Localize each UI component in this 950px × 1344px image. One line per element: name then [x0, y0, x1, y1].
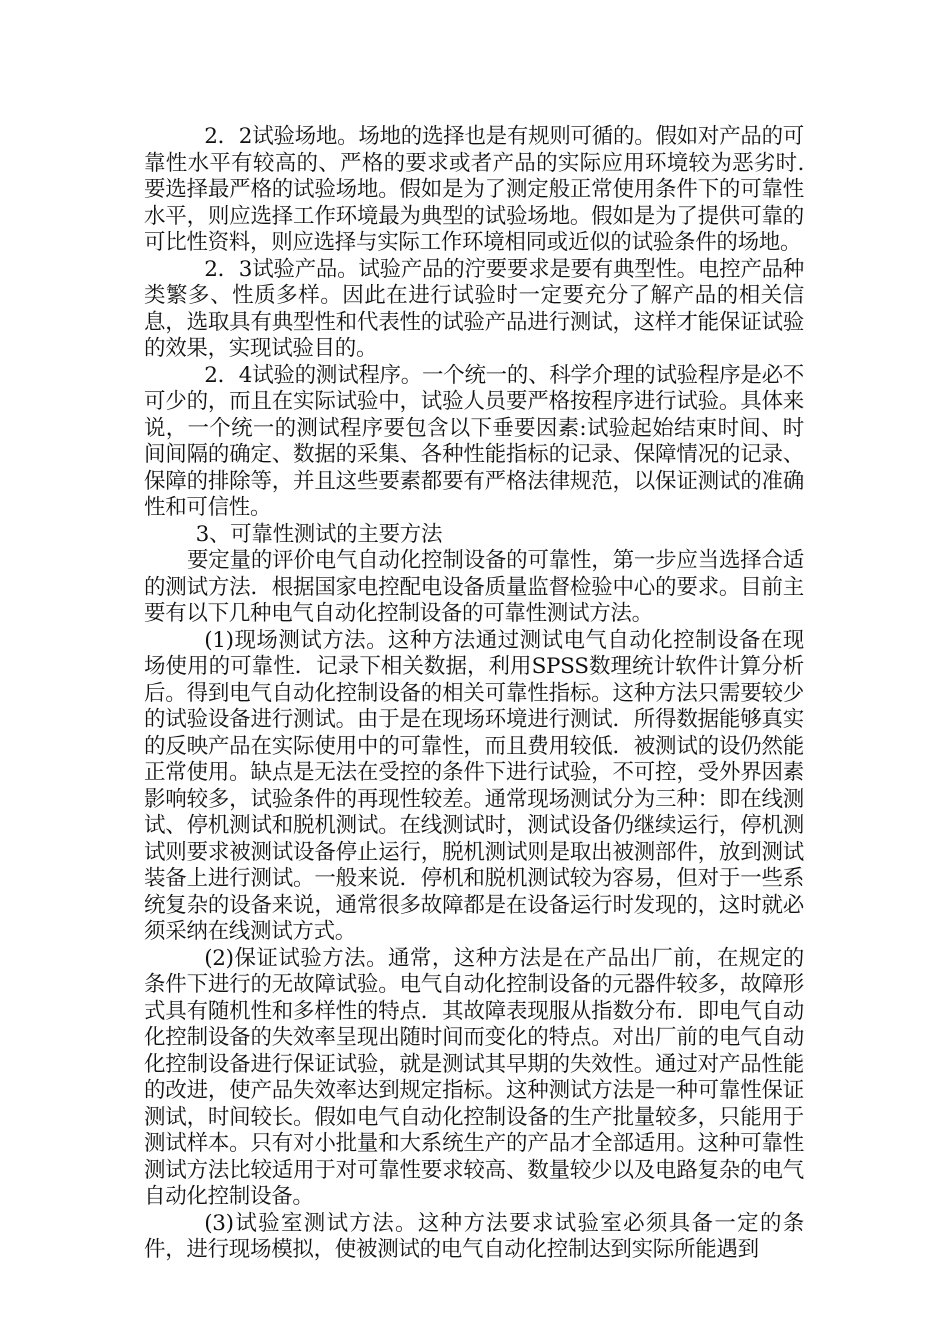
paragraph-lab-test-method: (3)试验室测试方法。这种方法要求试验室必须具备一定的条件，进行现场模拟，使被测试的电气自动化控制达到实际所能遇到: [144, 1210, 804, 1262]
paragraph-2-4-test-procedure: 2．4试验的测试程序。一个统一的、科学介理的试验程序是必不可少的，而且在实际试验中，试验人员要严格按程序进行试验。具体来说，一个统一的测试程序要包含以下垂要因素:试验起始结束时间、时间间隔的确定、数据的采集、各种性能指标的记录、保障情况的记录、保障的排除等，并且这些要素都要有严格法律规范，以保证测试的准确性和可信性。: [144, 362, 804, 520]
section-heading-3: 3、可靠性测试的主要方法: [195, 521, 443, 547]
paragraph-2-3-test-product: 2．3试验产品。试验产品的泞要要求是要有典型性。电控产品种类繁多、性质多样。因此在进行试验时一定要充分了解产品的相关信息，选取具有典型性和代表性的试验产品进行测试，这样才能保证试验的效果，实现试验目的。: [144, 256, 804, 361]
document-page: [144, 124, 804, 1264]
paragraph-field-test-method: (1)现场测试方法。这种方法通过测试电气自动化控制设备在现场使用的可靠性．记录下相关数据，利用SPSS数理统计软件计算分析后。得到电气自动化控制设备的相关可靠性指标。这种方法只需要较少的试验设备进行测试。由于是在现场环境进行测试．所得数据能够真实的反映产品在实际使用中的可靠性，而且费用较低．被测试的设仍然能正常使用。缺点是无法在受控的条件下进行试验，不可控，受外界因素影响较多，试验条件的再现性较差。通常现场测试分为三种：即在线测试、停机测试和脱机测试。在线测试时，测试设备仍继续运行，停机测试则要求被测试设备停止运行，脱机测试则是取出被测部件，放到测试装备上进行测试。一般来说．停机和脱机测试较为容易，但对于一些系统复杂的设备来说，通常很多故障都是在设备运行时发现的，这时就必须采纳在线测试方式。: [144, 627, 804, 944]
paragraph-methods-intro: 要定量的评价电气自动化控制设备的可靠性，第一步应当选择合适的测试方法．根据国家电控配电设备质量监督检验中心的要求。目前主要有以下几种电气自动化控制设备的可靠性测试方法。: [144, 548, 804, 626]
paragraph-assurance-test-method: (2)保证试验方法。通常，这种方法是在产品出厂前，在规定的条件下进行的无故障试验。电气自动化控制设备的元器件较多，故障形式具有随机性和多样性的特点．其故障表现服从指数分布．即电气自动化控制设备的失效率呈现出随时间而变化的特点。对出厂前的电气自动化控制设备进行保证试验，就是测试其早期的失效性。通过对产品性能的改进，使产品失效率达到规定指标。这种测试方法是一种可靠性保证测试，时间较长。假如电气自动化控制设备的生产批量较多，只能用于测试样本。只有对小批量和大系统生产的产品才全部适用。这种可靠性测试方法比较适用于对可靠性要求较高、数量较少以及电路复杂的电气自动化控制设备。: [144, 945, 804, 1209]
paragraph-2-2-test-site: 2．2试验场地。场地的选择也是有规则可循的。假如对产品的可靠性水平有较高的、严格的要求或者产品的实际应用环境较为恶劣时.要选择最严格的试验场地。假如是为了测定般正常使用条件下的可靠性水平，则应选择工作环境最为典型的试验场地。假如是为了提供可靠的可比性资料，则应选择与实际工作环境相同或近似的试验条件的场地。: [144, 124, 804, 255]
